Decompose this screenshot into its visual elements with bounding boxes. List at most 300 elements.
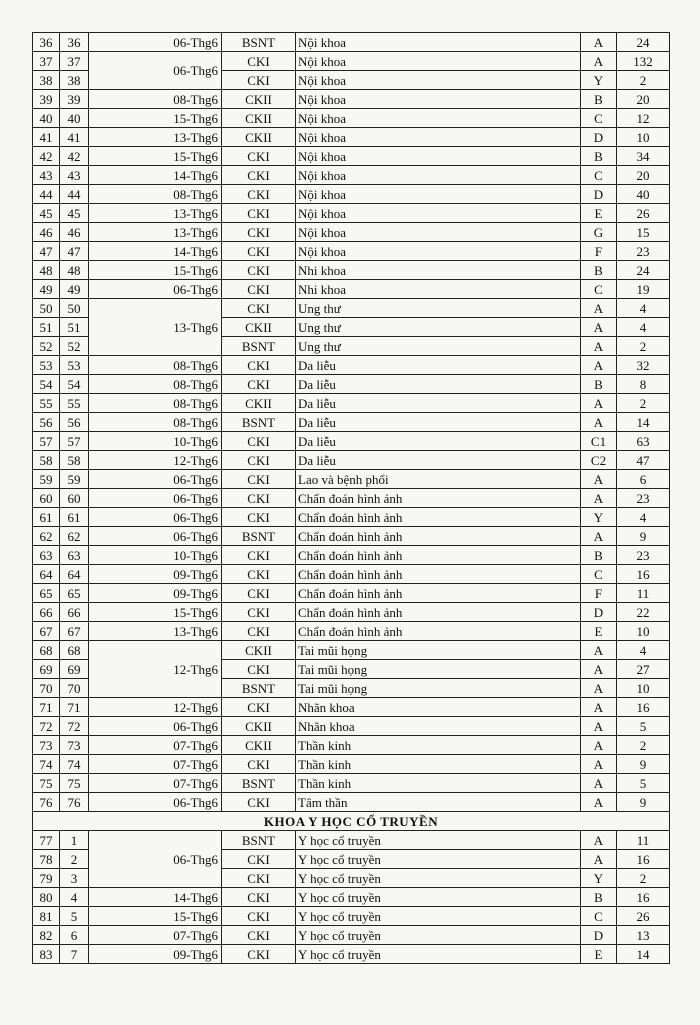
count-cell: 23 bbox=[617, 489, 670, 508]
group-cell: E bbox=[581, 204, 617, 223]
training-level-cell: BSNT bbox=[222, 527, 296, 546]
training-level-cell: CKI bbox=[222, 850, 296, 869]
count-cell: 2 bbox=[617, 736, 670, 755]
training-level-cell: CKI bbox=[222, 147, 296, 166]
training-level-cell: CKI bbox=[222, 584, 296, 603]
row-subindex-cell: 37 bbox=[60, 52, 89, 71]
exam-date-cell: 12-Thg6 bbox=[89, 698, 222, 717]
row-subindex-cell: 76 bbox=[60, 793, 89, 812]
specialty-cell: Nội khoa bbox=[296, 185, 581, 204]
specialty-cell: Nội khoa bbox=[296, 242, 581, 261]
row-index-cell: 75 bbox=[33, 774, 60, 793]
row-index-cell: 51 bbox=[33, 318, 60, 337]
group-cell: A bbox=[581, 660, 617, 679]
training-level-cell: CKI bbox=[222, 603, 296, 622]
row-index-cell: 55 bbox=[33, 394, 60, 413]
group-cell: A bbox=[581, 337, 617, 356]
table-row bbox=[33, 622, 670, 641]
exam-date-cell: 09-Thg6 bbox=[89, 945, 222, 964]
specialty-cell: Da liễu bbox=[296, 375, 581, 394]
group-cell: A bbox=[581, 33, 617, 52]
specialty-cell: Da liễu bbox=[296, 356, 581, 375]
table-row bbox=[33, 793, 670, 812]
count-cell: 9 bbox=[617, 755, 670, 774]
specialty-cell: Nội khoa bbox=[296, 33, 581, 52]
exam-date-cell: 06-Thg6 bbox=[89, 52, 222, 90]
row-index-cell: 77 bbox=[33, 831, 60, 850]
row-index-cell: 50 bbox=[33, 299, 60, 318]
row-index-cell: 81 bbox=[33, 907, 60, 926]
row-subindex-cell: 52 bbox=[60, 337, 89, 356]
row-index-cell: 46 bbox=[33, 223, 60, 242]
group-cell: A bbox=[581, 736, 617, 755]
training-level-cell: BSNT bbox=[222, 831, 296, 850]
training-level-cell: CKI bbox=[222, 299, 296, 318]
row-subindex-cell: 3 bbox=[60, 869, 89, 888]
training-level-cell: CKI bbox=[222, 470, 296, 489]
row-index-cell: 42 bbox=[33, 147, 60, 166]
row-index-cell: 79 bbox=[33, 869, 60, 888]
specialty-cell: Nội khoa bbox=[296, 52, 581, 71]
training-level-cell: CKII bbox=[222, 641, 296, 660]
specialty-cell: Da liễu bbox=[296, 413, 581, 432]
row-subindex-cell: 56 bbox=[60, 413, 89, 432]
row-index-cell: 59 bbox=[33, 470, 60, 489]
training-level-cell: CKI bbox=[222, 451, 296, 470]
training-level-cell: CKI bbox=[222, 793, 296, 812]
count-cell: 34 bbox=[617, 147, 670, 166]
count-cell: 5 bbox=[617, 717, 670, 736]
row-index-cell: 61 bbox=[33, 508, 60, 527]
specialty-cell: Ung thư bbox=[296, 318, 581, 337]
row-subindex-cell: 42 bbox=[60, 147, 89, 166]
row-index-cell: 56 bbox=[33, 413, 60, 432]
row-subindex-cell: 71 bbox=[60, 698, 89, 717]
row-index-cell: 63 bbox=[33, 546, 60, 565]
row-index-cell: 65 bbox=[33, 584, 60, 603]
training-level-cell: CKI bbox=[222, 698, 296, 717]
group-cell: E bbox=[581, 945, 617, 964]
training-level-cell: BSNT bbox=[222, 774, 296, 793]
row-subindex-cell: 43 bbox=[60, 166, 89, 185]
table-row bbox=[33, 565, 670, 584]
table-row bbox=[33, 508, 670, 527]
training-level-cell: CKI bbox=[222, 546, 296, 565]
specialty-cell: Nội khoa bbox=[296, 166, 581, 185]
training-level-cell: CKI bbox=[222, 375, 296, 394]
exam-date-cell: 13-Thg6 bbox=[89, 223, 222, 242]
table-row bbox=[33, 432, 670, 451]
exam-date-cell: 13-Thg6 bbox=[89, 299, 222, 356]
group-cell: A bbox=[581, 774, 617, 793]
training-level-cell: CKII bbox=[222, 394, 296, 413]
count-cell: 24 bbox=[617, 33, 670, 52]
count-cell: 16 bbox=[617, 565, 670, 584]
table-row bbox=[33, 641, 670, 660]
specialty-cell: Nội khoa bbox=[296, 128, 581, 147]
count-cell: 2 bbox=[617, 869, 670, 888]
table-row bbox=[33, 33, 670, 52]
training-level-cell: CKI bbox=[222, 166, 296, 185]
exam-date-cell: 08-Thg6 bbox=[89, 394, 222, 413]
training-level-cell: CKI bbox=[222, 261, 296, 280]
row-subindex-cell: 41 bbox=[60, 128, 89, 147]
row-subindex-cell: 46 bbox=[60, 223, 89, 242]
row-index-cell: 76 bbox=[33, 793, 60, 812]
training-level-cell: CKI bbox=[222, 508, 296, 527]
specialty-cell: Thần kinh bbox=[296, 755, 581, 774]
row-index-cell: 43 bbox=[33, 166, 60, 185]
row-subindex-cell: 59 bbox=[60, 470, 89, 489]
row-subindex-cell: 47 bbox=[60, 242, 89, 261]
training-level-cell: BSNT bbox=[222, 337, 296, 356]
row-index-cell: 36 bbox=[33, 33, 60, 52]
training-level-cell: CKI bbox=[222, 489, 296, 508]
group-cell: A bbox=[581, 679, 617, 698]
exam-date-cell: 15-Thg6 bbox=[89, 109, 222, 128]
table-row bbox=[33, 280, 670, 299]
training-level-cell: CKI bbox=[222, 204, 296, 223]
exam-date-cell: 10-Thg6 bbox=[89, 546, 222, 565]
training-level-cell: CKI bbox=[222, 242, 296, 261]
exam-date-cell: 06-Thg6 bbox=[89, 280, 222, 299]
exam-date-cell: 07-Thg6 bbox=[89, 926, 222, 945]
specialty-cell: Lao và bệnh phổi bbox=[296, 470, 581, 489]
exam-date-cell: 06-Thg6 bbox=[89, 470, 222, 489]
group-cell: D bbox=[581, 926, 617, 945]
row-subindex-cell: 53 bbox=[60, 356, 89, 375]
table-row bbox=[33, 451, 670, 470]
group-cell: G bbox=[581, 223, 617, 242]
row-subindex-cell: 72 bbox=[60, 717, 89, 736]
table-row bbox=[33, 356, 670, 375]
row-index-cell: 49 bbox=[33, 280, 60, 299]
specialty-cell: Y học cổ truyền bbox=[296, 907, 581, 926]
row-subindex-cell: 62 bbox=[60, 527, 89, 546]
group-cell: E bbox=[581, 622, 617, 641]
row-subindex-cell: 45 bbox=[60, 204, 89, 223]
group-cell: B bbox=[581, 375, 617, 394]
row-index-cell: 78 bbox=[33, 850, 60, 869]
exam-date-cell: 13-Thg6 bbox=[89, 204, 222, 223]
count-cell: 13 bbox=[617, 926, 670, 945]
row-subindex-cell: 69 bbox=[60, 660, 89, 679]
specialty-cell: Y học cổ truyền bbox=[296, 945, 581, 964]
group-cell: C bbox=[581, 280, 617, 299]
group-cell: A bbox=[581, 698, 617, 717]
row-subindex-cell: 66 bbox=[60, 603, 89, 622]
table-row bbox=[33, 736, 670, 755]
row-index-cell: 38 bbox=[33, 71, 60, 90]
specialty-cell: Nhãn khoa bbox=[296, 717, 581, 736]
exam-date-cell: 15-Thg6 bbox=[89, 147, 222, 166]
specialty-cell: Y học cổ truyền bbox=[296, 831, 581, 850]
specialty-cell: Y học cổ truyền bbox=[296, 869, 581, 888]
count-cell: 27 bbox=[617, 660, 670, 679]
schedule-sheet bbox=[32, 32, 670, 964]
row-index-cell: 66 bbox=[33, 603, 60, 622]
group-cell: Y bbox=[581, 508, 617, 527]
count-cell: 4 bbox=[617, 641, 670, 660]
table-row bbox=[33, 128, 670, 147]
specialty-cell: Nội khoa bbox=[296, 223, 581, 242]
table-row bbox=[33, 527, 670, 546]
row-subindex-cell: 39 bbox=[60, 90, 89, 109]
row-subindex-cell: 67 bbox=[60, 622, 89, 641]
count-cell: 32 bbox=[617, 356, 670, 375]
row-subindex-cell: 49 bbox=[60, 280, 89, 299]
exam-date-cell: 09-Thg6 bbox=[89, 584, 222, 603]
exam-date-cell: 06-Thg6 bbox=[89, 717, 222, 736]
exam-schedule-table bbox=[32, 32, 670, 964]
exam-date-cell: 15-Thg6 bbox=[89, 907, 222, 926]
exam-date-cell: 06-Thg6 bbox=[89, 489, 222, 508]
specialty-cell: Tai mũi họng bbox=[296, 679, 581, 698]
specialty-cell: Nhi khoa bbox=[296, 280, 581, 299]
group-cell: D bbox=[581, 185, 617, 204]
row-index-cell: 48 bbox=[33, 261, 60, 280]
row-index-cell: 44 bbox=[33, 185, 60, 204]
table-body-top bbox=[33, 33, 670, 812]
count-cell: 2 bbox=[617, 337, 670, 356]
table-row bbox=[33, 774, 670, 793]
specialty-cell: Nội khoa bbox=[296, 147, 581, 166]
table-row bbox=[33, 546, 670, 565]
count-cell: 5 bbox=[617, 774, 670, 793]
count-cell: 8 bbox=[617, 375, 670, 394]
table-row bbox=[33, 299, 670, 318]
count-cell: 26 bbox=[617, 204, 670, 223]
row-subindex-cell: 4 bbox=[60, 888, 89, 907]
group-cell: A bbox=[581, 356, 617, 375]
row-index-cell: 52 bbox=[33, 337, 60, 356]
count-cell: 20 bbox=[617, 166, 670, 185]
exam-date-cell: 15-Thg6 bbox=[89, 261, 222, 280]
specialty-cell: Thần kinh bbox=[296, 736, 581, 755]
count-cell: 16 bbox=[617, 888, 670, 907]
count-cell: 24 bbox=[617, 261, 670, 280]
row-subindex-cell: 68 bbox=[60, 641, 89, 660]
count-cell: 4 bbox=[617, 508, 670, 527]
count-cell: 6 bbox=[617, 470, 670, 489]
row-index-cell: 68 bbox=[33, 641, 60, 660]
count-cell: 4 bbox=[617, 318, 670, 337]
training-level-cell: CKII bbox=[222, 109, 296, 128]
group-cell: A bbox=[581, 299, 617, 318]
training-level-cell: CKI bbox=[222, 223, 296, 242]
row-subindex-cell: 74 bbox=[60, 755, 89, 774]
training-level-cell: CKI bbox=[222, 71, 296, 90]
table-row bbox=[33, 166, 670, 185]
exam-date-cell: 06-Thg6 bbox=[89, 831, 222, 888]
row-subindex-cell: 55 bbox=[60, 394, 89, 413]
count-cell: 23 bbox=[617, 546, 670, 565]
table-row bbox=[33, 584, 670, 603]
count-cell: 16 bbox=[617, 698, 670, 717]
group-cell: A bbox=[581, 717, 617, 736]
group-cell: B bbox=[581, 147, 617, 166]
specialty-cell: Nội khoa bbox=[296, 90, 581, 109]
group-cell: A bbox=[581, 793, 617, 812]
specialty-cell: Y học cổ truyền bbox=[296, 850, 581, 869]
specialty-cell: Da liễu bbox=[296, 451, 581, 470]
count-cell: 19 bbox=[617, 280, 670, 299]
row-index-cell: 45 bbox=[33, 204, 60, 223]
count-cell: 12 bbox=[617, 109, 670, 128]
row-index-cell: 54 bbox=[33, 375, 60, 394]
training-level-cell: CKI bbox=[222, 907, 296, 926]
exam-date-cell: 06-Thg6 bbox=[89, 508, 222, 527]
specialty-cell: Nội khoa bbox=[296, 204, 581, 223]
table-row bbox=[33, 147, 670, 166]
row-index-cell: 60 bbox=[33, 489, 60, 508]
table-row bbox=[33, 470, 670, 489]
row-index-cell: 67 bbox=[33, 622, 60, 641]
table-row bbox=[33, 242, 670, 261]
row-subindex-cell: 50 bbox=[60, 299, 89, 318]
count-cell: 10 bbox=[617, 128, 670, 147]
row-index-cell: 64 bbox=[33, 565, 60, 584]
training-level-cell: BSNT bbox=[222, 413, 296, 432]
section-header-row bbox=[33, 812, 670, 831]
group-cell: D bbox=[581, 128, 617, 147]
exam-date-cell: 10-Thg6 bbox=[89, 432, 222, 451]
specialty-cell: Chẩn đoán hình ảnh bbox=[296, 508, 581, 527]
training-level-cell: CKI bbox=[222, 926, 296, 945]
exam-date-cell: 08-Thg6 bbox=[89, 90, 222, 109]
count-cell: 14 bbox=[617, 413, 670, 432]
row-index-cell: 58 bbox=[33, 451, 60, 470]
row-subindex-cell: 63 bbox=[60, 546, 89, 565]
row-subindex-cell: 44 bbox=[60, 185, 89, 204]
table-row bbox=[33, 185, 670, 204]
row-subindex-cell: 48 bbox=[60, 261, 89, 280]
row-subindex-cell: 54 bbox=[60, 375, 89, 394]
specialty-cell: Chẩn đoán hình ảnh bbox=[296, 527, 581, 546]
training-level-cell: CKI bbox=[222, 565, 296, 584]
row-subindex-cell: 36 bbox=[60, 33, 89, 52]
count-cell: 23 bbox=[617, 242, 670, 261]
training-level-cell: CKII bbox=[222, 736, 296, 755]
count-cell: 10 bbox=[617, 622, 670, 641]
row-subindex-cell: 65 bbox=[60, 584, 89, 603]
row-subindex-cell: 1 bbox=[60, 831, 89, 850]
specialty-cell: Tâm thần bbox=[296, 793, 581, 812]
row-index-cell: 41 bbox=[33, 128, 60, 147]
exam-date-cell: 06-Thg6 bbox=[89, 527, 222, 546]
group-cell: A bbox=[581, 641, 617, 660]
group-cell: B bbox=[581, 888, 617, 907]
exam-date-cell: 14-Thg6 bbox=[89, 888, 222, 907]
table-row bbox=[33, 698, 670, 717]
specialty-cell: Chẩn đoán hình ảnh bbox=[296, 546, 581, 565]
group-cell: A bbox=[581, 394, 617, 413]
count-cell: 9 bbox=[617, 793, 670, 812]
group-cell: C bbox=[581, 907, 617, 926]
count-cell: 11 bbox=[617, 831, 670, 850]
row-subindex-cell: 40 bbox=[60, 109, 89, 128]
row-subindex-cell: 6 bbox=[60, 926, 89, 945]
group-cell: A bbox=[581, 413, 617, 432]
table-row bbox=[33, 907, 670, 926]
exam-date-cell: 12-Thg6 bbox=[89, 641, 222, 698]
count-cell: 2 bbox=[617, 71, 670, 90]
training-level-cell: CKI bbox=[222, 660, 296, 679]
row-subindex-cell: 75 bbox=[60, 774, 89, 793]
exam-date-cell: 07-Thg6 bbox=[89, 774, 222, 793]
row-index-cell: 37 bbox=[33, 52, 60, 71]
exam-date-cell: 07-Thg6 bbox=[89, 755, 222, 774]
group-cell: A bbox=[581, 318, 617, 337]
training-level-cell: BSNT bbox=[222, 679, 296, 698]
training-level-cell: CKII bbox=[222, 318, 296, 337]
row-index-cell: 62 bbox=[33, 527, 60, 546]
group-cell: C bbox=[581, 166, 617, 185]
group-cell: C2 bbox=[581, 451, 617, 470]
count-cell: 47 bbox=[617, 451, 670, 470]
row-subindex-cell: 7 bbox=[60, 945, 89, 964]
group-cell: A bbox=[581, 850, 617, 869]
exam-date-cell: 14-Thg6 bbox=[89, 242, 222, 261]
row-subindex-cell: 51 bbox=[60, 318, 89, 337]
exam-date-cell: 09-Thg6 bbox=[89, 565, 222, 584]
training-level-cell: CKI bbox=[222, 356, 296, 375]
count-cell: 14 bbox=[617, 945, 670, 964]
table-row bbox=[33, 223, 670, 242]
table-row bbox=[33, 603, 670, 622]
specialty-cell: Chẩn đoán hình ảnh bbox=[296, 489, 581, 508]
training-level-cell: CKI bbox=[222, 622, 296, 641]
count-cell: 26 bbox=[617, 907, 670, 926]
table-row bbox=[33, 926, 670, 945]
exam-date-cell: 06-Thg6 bbox=[89, 33, 222, 52]
specialty-cell: Nội khoa bbox=[296, 109, 581, 128]
exam-date-cell: 13-Thg6 bbox=[89, 128, 222, 147]
specialty-cell: Tai mũi họng bbox=[296, 641, 581, 660]
exam-date-cell: 14-Thg6 bbox=[89, 166, 222, 185]
training-level-cell: CKI bbox=[222, 888, 296, 907]
row-subindex-cell: 57 bbox=[60, 432, 89, 451]
training-level-cell: CKI bbox=[222, 945, 296, 964]
table-row bbox=[33, 945, 670, 964]
row-index-cell: 57 bbox=[33, 432, 60, 451]
group-cell: B bbox=[581, 261, 617, 280]
specialty-cell: Chẩn đoán hình ảnh bbox=[296, 603, 581, 622]
row-index-cell: 53 bbox=[33, 356, 60, 375]
table-row bbox=[33, 52, 670, 71]
specialty-cell: Nhãn khoa bbox=[296, 698, 581, 717]
row-subindex-cell: 38 bbox=[60, 71, 89, 90]
row-index-cell: 47 bbox=[33, 242, 60, 261]
row-subindex-cell: 73 bbox=[60, 736, 89, 755]
training-level-cell: BSNT bbox=[222, 33, 296, 52]
specialty-cell: Chẩn đoán hình ảnh bbox=[296, 622, 581, 641]
row-index-cell: 40 bbox=[33, 109, 60, 128]
specialty-cell: Chẩn đoán hình ảnh bbox=[296, 584, 581, 603]
count-cell: 2 bbox=[617, 394, 670, 413]
table-row bbox=[33, 717, 670, 736]
specialty-cell: Y học cổ truyền bbox=[296, 926, 581, 945]
group-cell: A bbox=[581, 527, 617, 546]
training-level-cell: CKI bbox=[222, 432, 296, 451]
row-index-cell: 70 bbox=[33, 679, 60, 698]
specialty-cell: Da liễu bbox=[296, 432, 581, 451]
count-cell: 22 bbox=[617, 603, 670, 622]
specialty-cell: Tai mũi họng bbox=[296, 660, 581, 679]
table-row bbox=[33, 109, 670, 128]
row-index-cell: 71 bbox=[33, 698, 60, 717]
specialty-cell: Ung thư bbox=[296, 337, 581, 356]
